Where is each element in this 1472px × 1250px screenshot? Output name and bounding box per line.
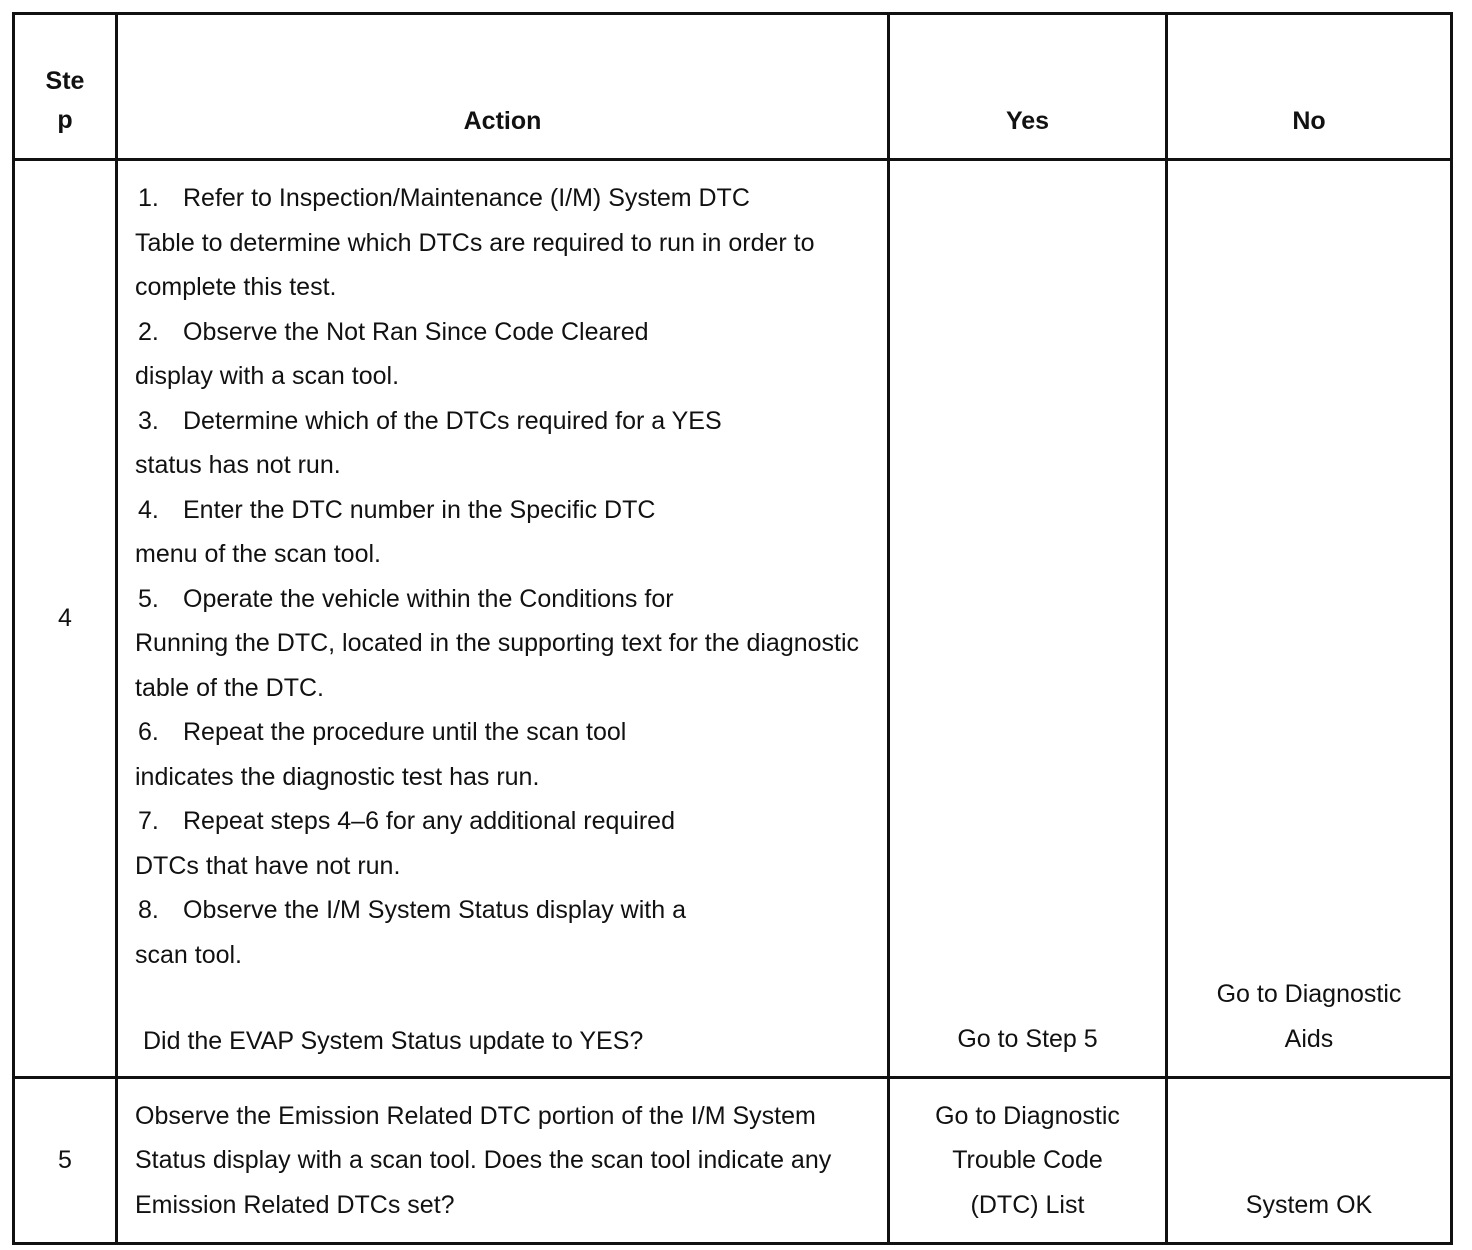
action-list-item [135, 399, 873, 488]
list-item-continuation: display with a scan tool. [135, 362, 400, 390]
step-column-header [14, 14, 117, 160]
list-item-text: Operate the vehicle within the Conditions for [183, 584, 674, 613]
no-cell [1167, 160, 1452, 1078]
action-list-item [135, 888, 873, 977]
yes-cell [889, 1078, 1167, 1244]
no-column-header: No [1167, 14, 1452, 160]
list-item-number: 6. [138, 718, 159, 746]
list-item-continuation: menu of the scan tool. [135, 540, 381, 568]
action-list-item [135, 310, 873, 399]
yes-cell: Go to Step 5 [889, 160, 1167, 1078]
list-item-continuation: scan tool. [135, 940, 243, 969]
action-list-item [135, 710, 873, 799]
list-item-continuation: status has not run. [135, 451, 341, 479]
list-item-continuation: Running the DTC, located in the supporting text for the diagnostic table of the DTC. [135, 629, 860, 702]
table-row [14, 160, 1452, 1078]
step-number-cell: 4 [14, 160, 117, 1078]
action-list-item [135, 799, 873, 888]
list-item-text: Enter the DTC number in the Specific DTC [183, 495, 656, 524]
list-item-text: Repeat steps 4–6 for any additional required [183, 807, 675, 835]
action-cell [117, 160, 889, 1078]
yes-column-header: Yes [889, 14, 1167, 160]
list-item-continuation: Table to determine which DTCs are required to run in order to complete this test. [135, 228, 815, 301]
list-item-number: 5. [138, 584, 159, 613]
list-item-number: 1. [138, 184, 159, 212]
step-header-label: Step [45, 67, 85, 134]
header-row [14, 14, 1452, 160]
list-item-number: 3. [138, 406, 159, 435]
yes-cell-text: Go to Diagnostic Trouble Code (DTC) List [935, 1101, 1120, 1219]
action-list-item [135, 488, 873, 577]
no-cell: System OK [1167, 1078, 1452, 1244]
list-item-continuation: DTCs that have not run. [135, 851, 401, 880]
list-item-number: 2. [138, 317, 159, 346]
list-item-continuation: indicates the diagnostic test has run. [135, 762, 540, 791]
list-item-number: 4. [138, 495, 159, 524]
list-item-number: 7. [138, 807, 159, 835]
list-item-text: Determine which of the DTCs required for a YES [183, 406, 722, 435]
list-item-text: Repeat the procedure until the scan tool [183, 718, 627, 746]
action-cell: Observe the Emission Related DTC portion of the I/M System Status display with a scan tool. Does the scan tool indicate any Emission Related DTCs set? [117, 1078, 889, 1244]
action-column-header: Action [117, 14, 889, 160]
action-list-item [135, 577, 873, 711]
no-cell-text: Go to Diagnostic Aids [1216, 980, 1402, 1053]
action-list-item [135, 176, 873, 310]
list-item-number: 8. [138, 896, 159, 924]
list-item-text: Observe the I/M System Status display with a [183, 896, 686, 924]
action-question: Did the EVAP System Status update to YES? [143, 1027, 644, 1055]
list-item-text: Observe the Not Ran Since Code Cleared [183, 317, 649, 346]
table-row [14, 1078, 1452, 1244]
list-item-text: Refer to Inspection/Maintenance (I/M) System DTC [183, 184, 750, 212]
step-number-cell: 5 [14, 1078, 117, 1244]
diagnostic-table [12, 12, 1453, 1245]
